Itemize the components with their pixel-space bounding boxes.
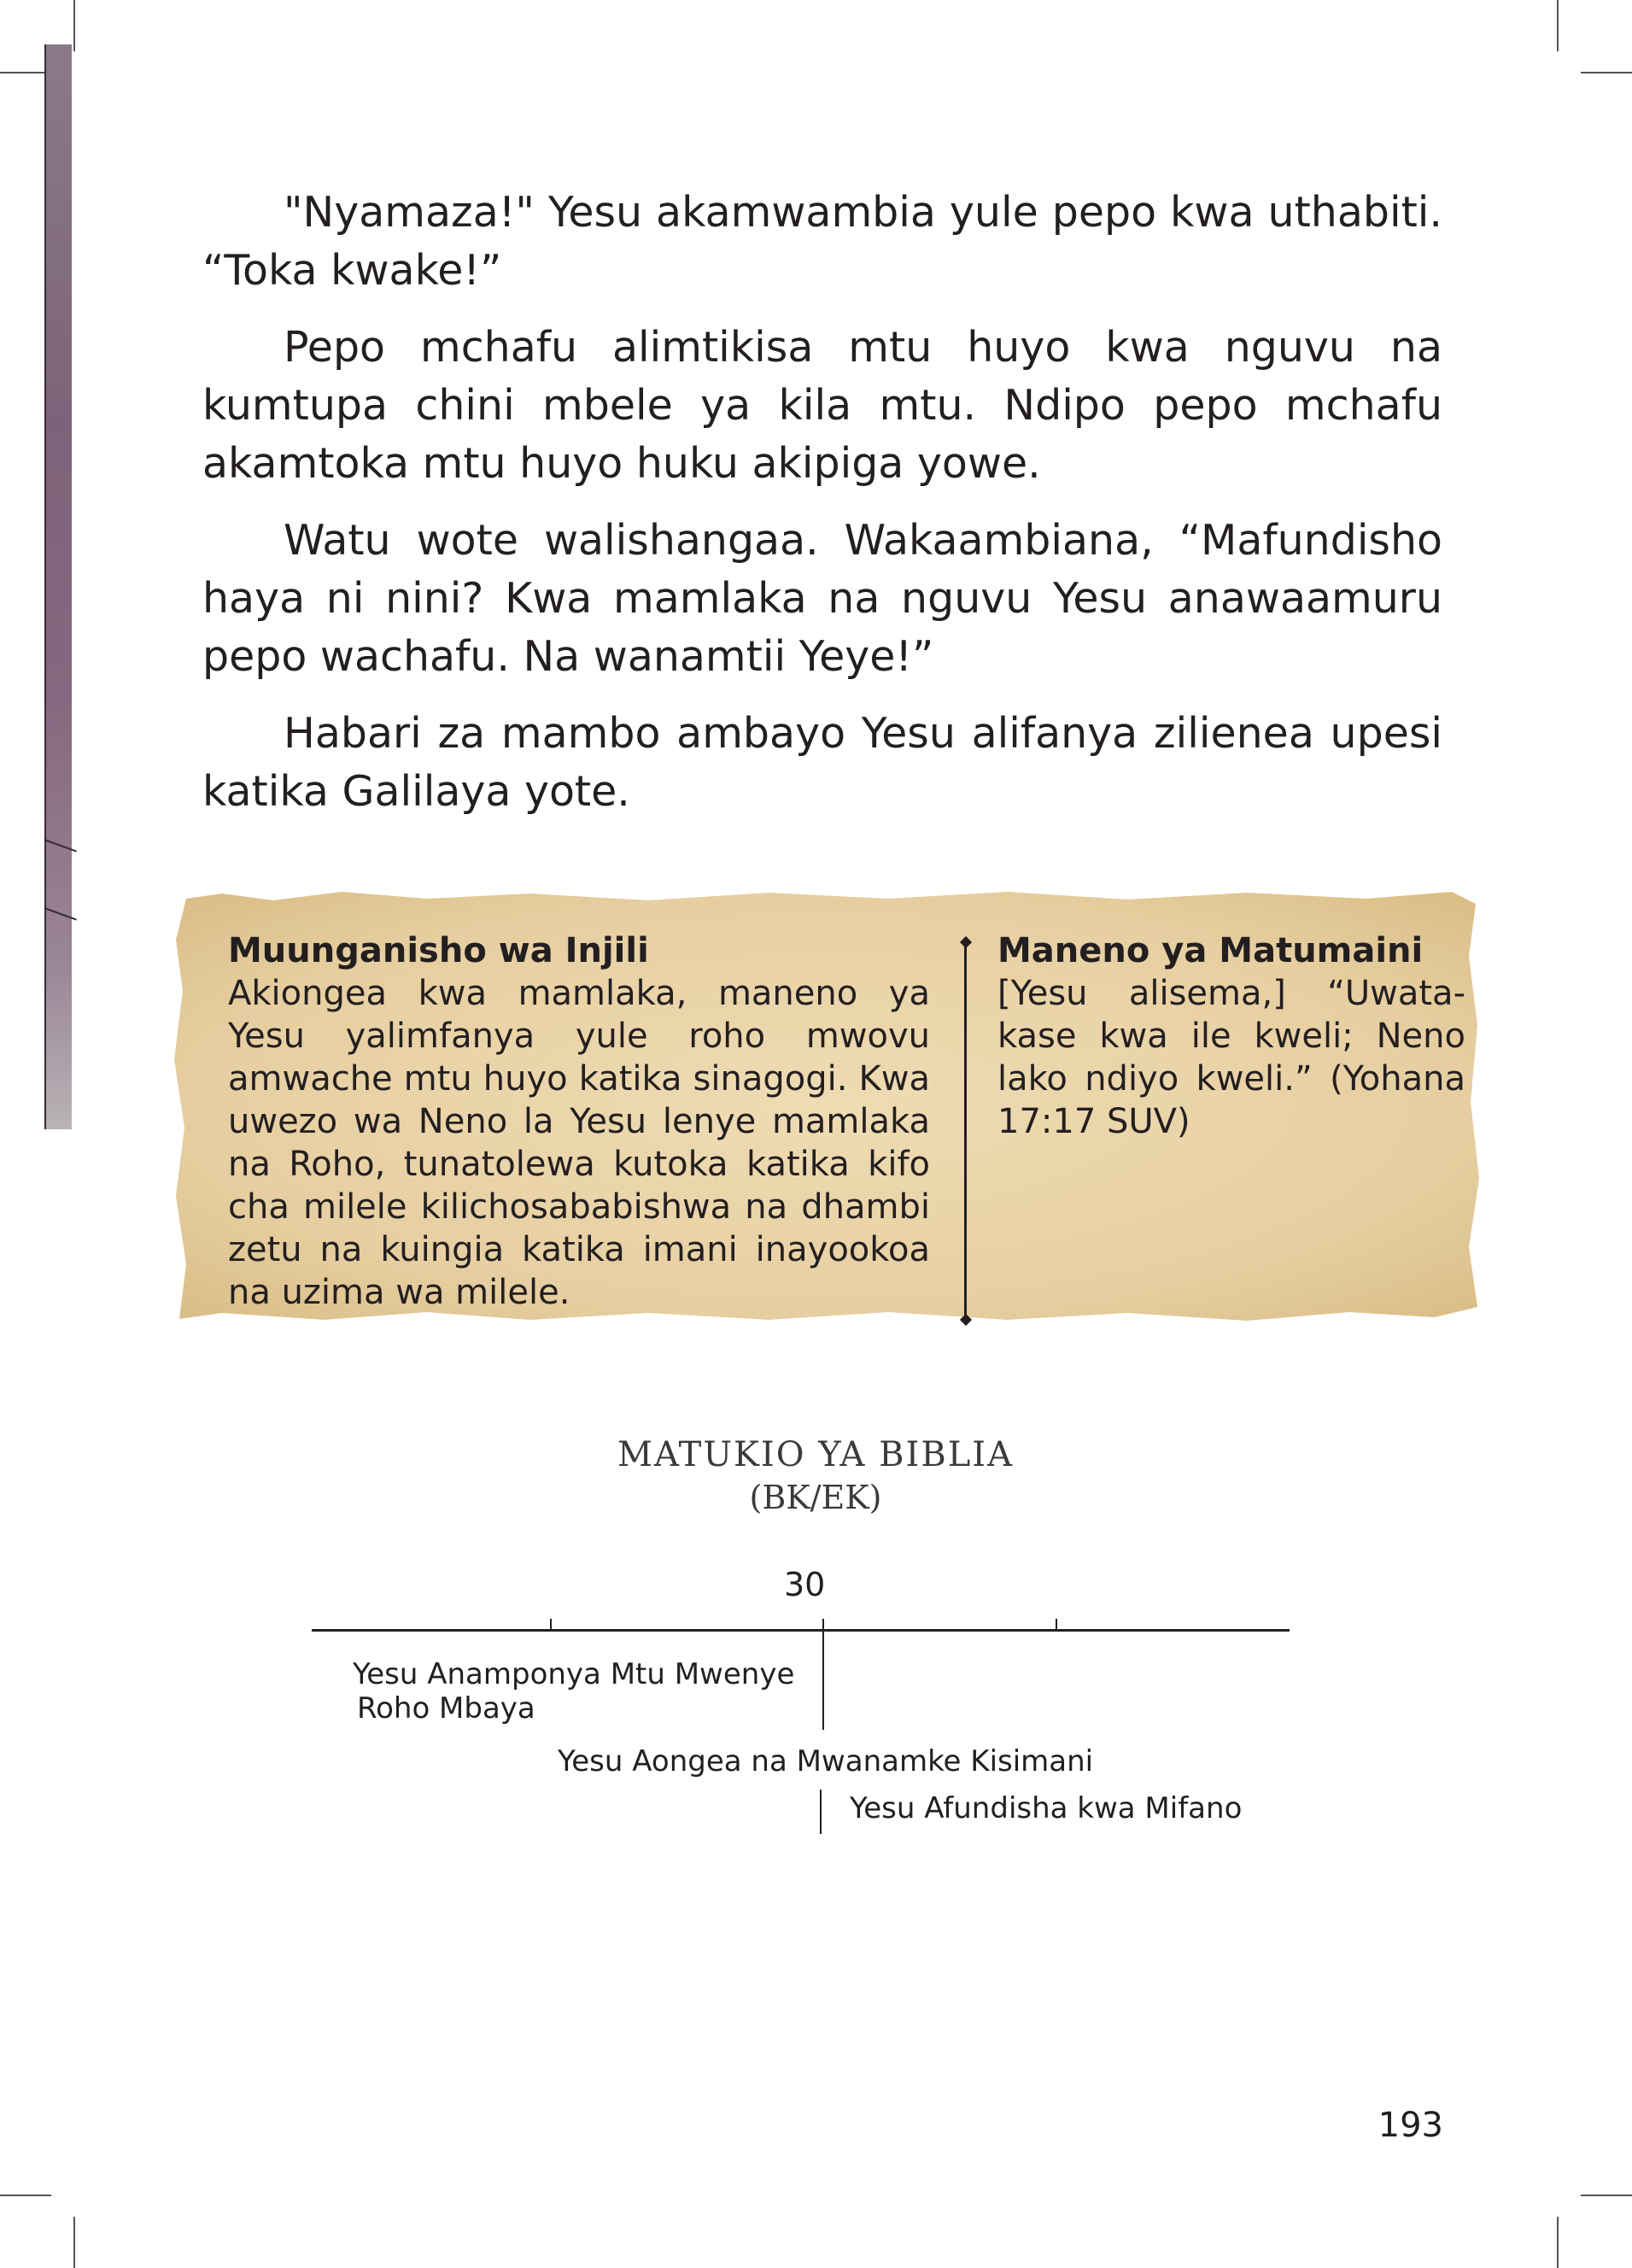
timeline-tick — [1056, 1619, 1057, 1631]
crop-mark — [0, 2195, 51, 2196]
gospel-connection-box — [171, 888, 1482, 1324]
timeline-event: Yesu Aongea na Mwanamke Kisimani — [558, 1744, 1094, 1779]
page-number: 193 — [1378, 2106, 1443, 2145]
timeline-year-label: 30 — [784, 1566, 826, 1603]
column-divider — [964, 941, 967, 1322]
crop-mark — [1557, 2217, 1559, 2268]
timeline-tick — [550, 1619, 552, 1631]
crop-mark — [1581, 2195, 1632, 2196]
gospel-connection — [228, 929, 930, 1314]
crop-mark — [0, 72, 51, 73]
gospel-connection-body: Akiongea kwa mamlaka, maneno ya Yesu yalimfanya yule roho mwovu amwache mtu huyo katika sinagogi. Kwa uwezo wa Neno la Yesu lenye mamlaka na Roho, tunatolewa kutoka katika kifo cha milele kilichosababishwa na dhambi zetu na kuingia katika imani inayookoa na uzima wa milele. — [228, 974, 930, 1312]
words-of-hope — [997, 929, 1465, 1143]
edge-diagonal — [44, 839, 77, 853]
crop-mark — [1581, 72, 1632, 73]
timeline-axis — [312, 1629, 1290, 1632]
paragraph: "Nyamaza!" Yesu akamwambia yule pepo kwa uthabiti. “Toka kwake!” — [202, 188, 1442, 295]
crop-mark — [1557, 0, 1559, 51]
timeline-event: Yesu Afundisha kwa Mifano — [850, 1791, 1243, 1826]
edge-line — [44, 44, 46, 1129]
words-of-hope-body: [Yesu alisema,] “Uwata-kase kwa ile kweli; Neno lako ndiyo kweli.” (Yohana 17:17 SUV) — [997, 974, 1465, 1141]
crop-mark — [73, 0, 75, 51]
story-text — [202, 184, 1442, 840]
timeline-tick — [820, 1790, 822, 1834]
timeline-title: MATUKIO YA BIBLIA — [617, 1435, 1014, 1474]
edge-decoration — [44, 44, 72, 1129]
timeline-subtitle: (BK/EK) — [749, 1479, 882, 1516]
timeline-event: Yesu Anamponya Mtu Mwenye — [353, 1657, 795, 1691]
edge-diagonal — [44, 907, 77, 921]
timeline-event: Roho Mbaya — [357, 1691, 535, 1726]
crop-mark — [73, 2217, 75, 2268]
paragraph: Watu wote walishangaa. Wakaambiana, “Mafundisho haya ni nini? Kwa mamlaka na nguvu Yesu anawaamuru pepo wachafu. Na wanamtii Yeye!” — [202, 516, 1442, 681]
paragraph: Habari za mambo ambayo Yesu alifanya zilienea upesi katika Galilaya yote. — [202, 709, 1442, 816]
timeline-tick — [822, 1619, 824, 1730]
words-of-hope-title: Maneno ya Matumaini — [997, 931, 1424, 970]
paragraph: Pepo mchafu alimtikisa mtu huyo kwa nguvu na kumtupa chini mbele ya kila mtu. Ndipo pepo mchafu akamtoka mtu huyo huku akipiga yowe. — [202, 323, 1442, 488]
gospel-connection-title: Muunganisho wa Injili — [228, 931, 649, 970]
